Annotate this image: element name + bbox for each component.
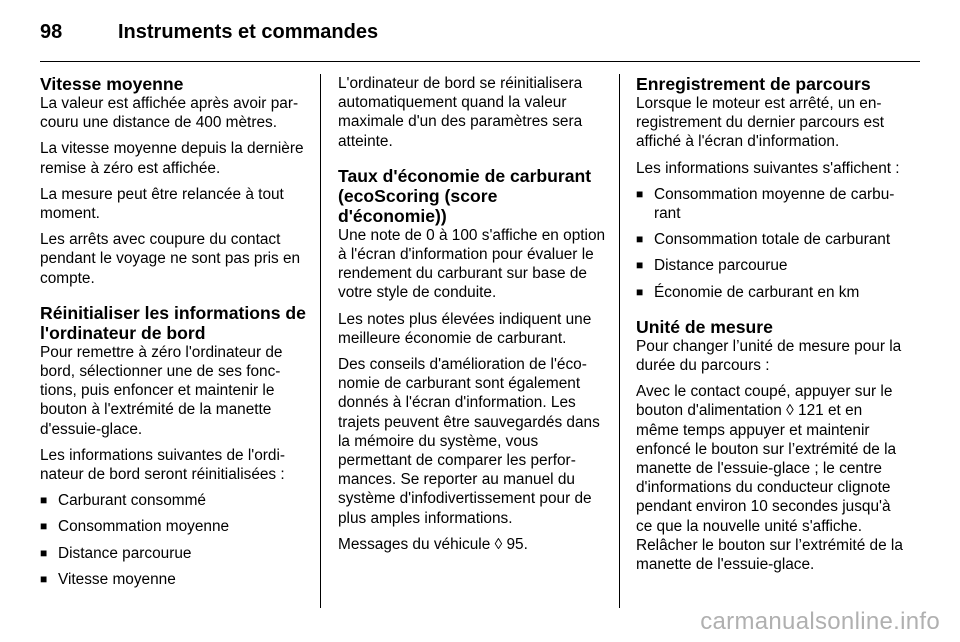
page-header [40,14,378,50]
bullet-icon: ■ [40,571,48,586]
reference-arrow-icon: ◊ [494,535,503,553]
heading-enregistrement: Enregistrement de parcours [636,74,871,94]
reset-list [40,491,308,589]
header-divider [40,61,920,62]
paragraph: Les informations suivantes s'affichent : [636,159,900,177]
heading-vitesse-moyenne: Vitesse moyenne [40,74,184,94]
column-2 [338,74,606,561]
list-item: ■ Vitesse moyenne [40,570,176,588]
heading-reinitialiser: Réinitialiser les informations de l'ordinateur de bord [40,302,306,343]
column-divider-2 [619,74,620,608]
list-item: ■ Consommation moyenne [40,518,230,536]
list-item: ■ Distance parcourue [636,257,788,275]
heading-unite-de-mesure: Unité de mesure [636,316,773,337]
paragraph: Les informations suivantes de l'ordinateur de bord seront réinitialisées : [40,446,286,484]
paragraph: Les arrêts avec coupure du contact pendant le voyage ne sont pas pris en compte. [40,231,301,287]
paragraph: La vitesse moyenne depuis la dernière remise à zéro est affichée. [40,140,304,177]
bullet-icon: ■ [636,284,644,299]
paragraph: La valeur est affichée après avoir parcouru une distance de 400 mètres. [40,95,299,132]
paragraph: Une note de 0 à 100 s'affiche en option à l'écran d'information pour évaluer le rendement du carburant sur base de votre style de conduite. [338,226,606,302]
heading-ecoscoring: Taux d'économie de carburant (ecoScoring (score d'économie)) [338,165,592,226]
column-3 [636,74,904,581]
paragraph-reference: Messages du véhicule ◊ 95. [338,535,528,553]
bullet-icon: ■ [40,545,48,560]
page-reference[interactable]: 95. [506,535,528,553]
bullet-icon: ■ [636,258,644,273]
paragraph: Lorsque le moteur est arrêté, un enregistrement du dernier parcours est affiché à l'écran d'information. [636,95,885,151]
chapter-title: Instruments et commandes [118,20,379,43]
page-number: 98 [40,20,63,43]
paragraph: Pour remettre à zéro l'ordinateur de bord, sélectionner une de ses fonctions, puis enfoncer et maintenir le bouton à l'extrémité de la manette d'essuie-glace. [40,343,283,438]
paragraph: Pour changer l’unité de mesure pour la durée du parcours : [636,337,902,375]
list-item: ■ Consommation moyenne de carburant [636,185,895,223]
reference-arrow-icon: ◊ [786,402,794,420]
paragraph-reference: Avec le contact coupé, appuyer sur le bouton d'alimentation ◊ 121 et en même temps appuyer et maintenir enfoncé le bouton sur l’extrémité de la manette de l'essuie-glace ; le centre d'informations du conducteur clignote pendant environ 10 secondes jusqu'à ce que la nouvelle unité s'affiche. Relâcher le bouton sur l’extrémité de la manette de l'essuie-glace. [636,383,903,574]
column-divider-1 [320,74,321,608]
trip-record-list [636,185,904,302]
watermark: carmanualsonline.info [700,608,940,635]
column-1 [40,74,308,596]
list-item: ■ Consommation totale de carburant [636,231,891,249]
bullet-icon: ■ [40,493,48,508]
paragraph: La mesure peut être relancée à tout moment. [40,185,284,223]
bullet-icon: ■ [40,519,48,534]
paragraph: L'ordinateur de bord se réinitialisera automatiquement quand la valeur maximale d'un des paramètres sera atteinte. [338,75,583,150]
paragraph: Des conseils d'amélioration de l'économie de carburant sont également donnés à l'écran d'information. Les trajets peuvent être sauvegardés dans la mémoire du système, vous permettant de comparer les performances. Se reporter au manuel du système d'infodivertissement pour de plus amples informations. [338,356,600,527]
list-item: ■ Carburant consommé [40,492,206,510]
paragraph: Les notes plus élevées indiquent une meilleure économie de carburant. [338,310,592,347]
bullet-icon: ■ [636,186,644,201]
bullet-icon: ■ [636,232,644,247]
list-item: ■ Économie de carburant en km [636,283,860,301]
list-item: ■ Distance parcourue [40,544,192,562]
